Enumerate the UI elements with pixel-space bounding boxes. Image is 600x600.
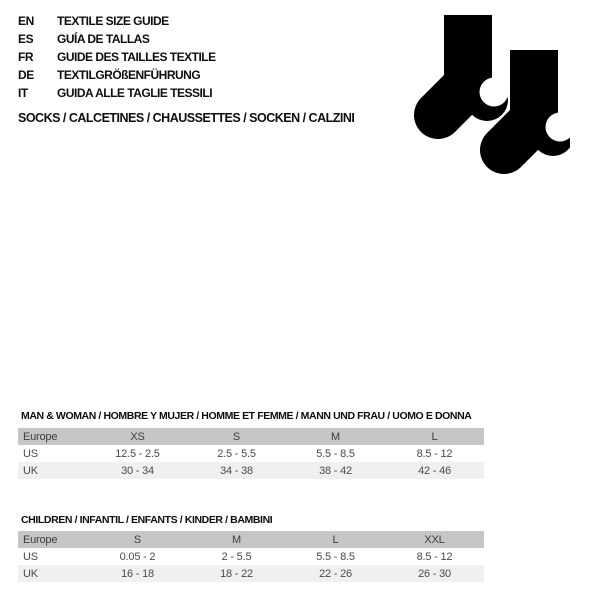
language-label: GUÍA DE TALLAS	[57, 32, 150, 46]
column-header-size: S	[133, 533, 142, 546]
language-label: GUIDA ALLE TAGLIE TESSILI	[57, 86, 213, 100]
language-row-de	[18, 66, 216, 84]
language-label: TEXTILE SIZE GUIDE	[57, 14, 169, 28]
size-value: 2 - 5.5	[221, 550, 252, 563]
size-value: 22 - 26	[319, 567, 352, 580]
size-value: 5.5 - 8.5	[316, 447, 355, 460]
row-label: US	[23, 550, 38, 563]
children-table-title: CHILDREN / INFANTIL / ENFANTS / KINDER / BAMBINI	[21, 514, 273, 526]
language-code: EN	[18, 14, 34, 28]
size-value: 30 - 34	[121, 464, 154, 477]
size-value: 8.5 - 12	[416, 447, 453, 460]
table-row-uk	[18, 462, 484, 479]
column-header-size: S	[232, 430, 241, 443]
row-label: UK	[23, 464, 38, 477]
size-value: 34 - 38	[220, 464, 253, 477]
size-value: 2.5 - 5.5	[217, 447, 256, 460]
column-header-size: M	[331, 430, 340, 443]
size-value: 38 - 42	[319, 464, 352, 477]
language-code: FR	[18, 50, 34, 64]
table-header-row	[18, 531, 484, 548]
size-value: 42 - 46	[418, 464, 451, 477]
language-code: ES	[18, 32, 34, 46]
children-size-table	[18, 531, 484, 582]
size-value: 8.5 - 12	[416, 550, 453, 563]
column-header-region: Europe	[23, 430, 58, 443]
language-row-en	[18, 12, 216, 30]
table-header-row	[18, 428, 484, 445]
sock-front	[504, 50, 570, 156]
language-code: DE	[18, 68, 34, 82]
language-row-it	[18, 84, 216, 102]
man-woman-table-title: MAN & WOMAN / HOMBRE Y MUJER / HOMME ET FEMME / MANN UND FRAU / UOMO E DONNA	[21, 410, 472, 422]
language-row-fr	[18, 48, 216, 66]
size-value: 18 - 22	[220, 567, 253, 580]
sock-back	[438, 15, 509, 121]
table-row-uk	[18, 565, 484, 582]
size-value: 12.5 - 2.5	[115, 447, 160, 460]
language-label: GUIDE DES TAILLES TEXTILE	[57, 50, 216, 64]
column-header-size: L	[431, 430, 438, 443]
column-header-size: XS	[130, 430, 145, 443]
size-value: 16 - 18	[121, 567, 154, 580]
category-title: SOCKS / CALCETINES / CHAUSSETTES / SOCKEN / CALZINI	[18, 111, 355, 125]
size-value: 0.05 - 2	[119, 550, 156, 563]
language-list	[18, 12, 216, 102]
socks-icon	[400, 2, 570, 182]
language-row-es	[18, 30, 216, 48]
man-woman-size-table	[18, 428, 484, 479]
column-header-region: Europe	[23, 533, 58, 546]
row-label: US	[23, 447, 38, 460]
table-row-us	[18, 548, 484, 565]
column-header-size: M	[232, 533, 241, 546]
column-header-size: L	[332, 533, 339, 546]
table-row-us	[18, 445, 484, 462]
column-header-size: XXL	[424, 533, 445, 546]
size-value: 5.5 - 8.5	[316, 550, 355, 563]
language-label: TEXTILGRÖßENFÜHRUNG	[57, 68, 201, 82]
size-value: 26 - 30	[418, 567, 451, 580]
language-code: IT	[18, 86, 28, 100]
row-label: UK	[23, 567, 38, 580]
